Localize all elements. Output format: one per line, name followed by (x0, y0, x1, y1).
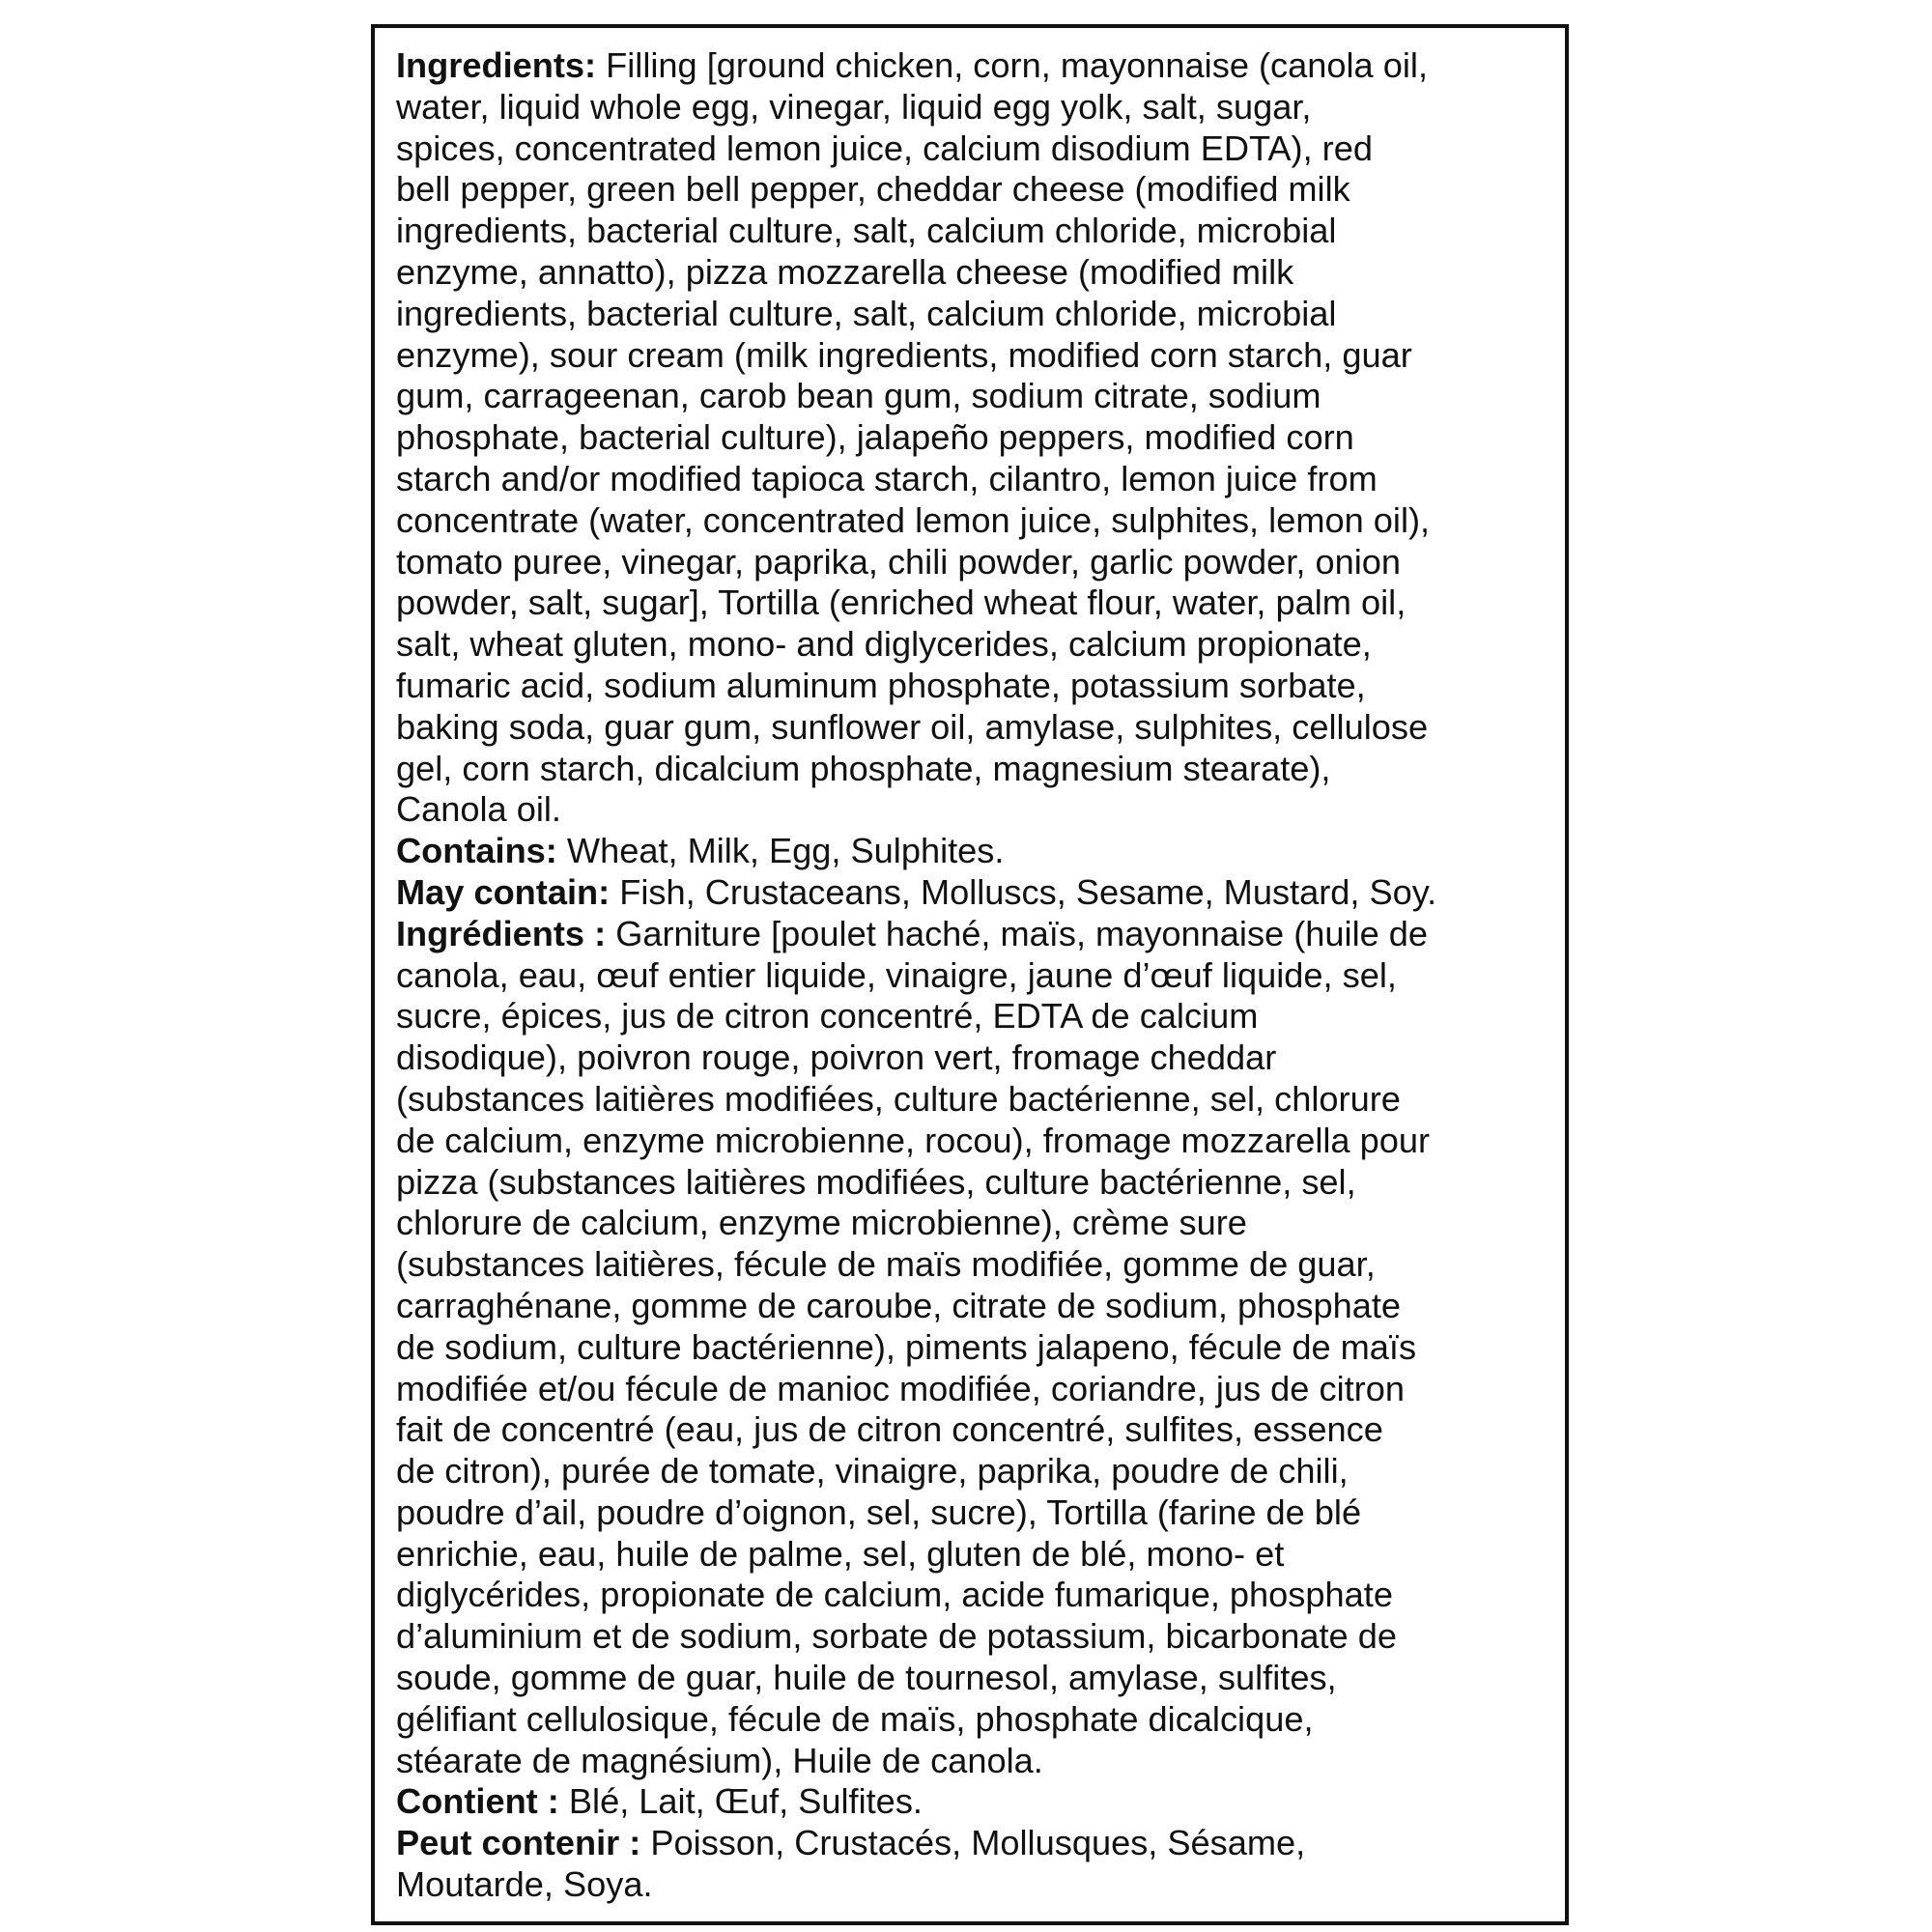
label-line-text: gel, corn starch, dicalcium phosphate, magnesium stearate), (396, 748, 1331, 788)
label-line-text: modifiée et/ou fécule de manioc modifiée, coriandre, jus de citron (396, 1368, 1405, 1408)
label-line-text: fait de concentré (eau, jus de citron concentré, sulfites, essence (396, 1409, 1383, 1450)
label-line (396, 1203, 1565, 1244)
label-line-heading: May contain: (396, 871, 611, 912)
label-line (396, 996, 1565, 1037)
label-line-text: spices, concentrated lemon juice, calcium disodium EDTA), red (396, 128, 1373, 168)
label-line-heading: Ingredients: (396, 45, 597, 85)
label-line-text: Canola oil. (396, 789, 561, 830)
label-line-text: ingredients, bacterial culture, salt, calcium chloride, microbial (396, 211, 1337, 251)
label-line-text: (substances laitières, fécule de maïs modifiée, gomme de guar, (396, 1244, 1376, 1285)
label-line (396, 1699, 1565, 1741)
label-line-text: fumaric acid, sodium aluminum phosphate, potassium sorbate, (396, 665, 1366, 705)
label-line (396, 1369, 1565, 1410)
label-line-text: pizza (substances laitières modifiées, culture bactérienne, sel, (396, 1161, 1356, 1202)
label-line (396, 211, 1565, 252)
label-line (396, 376, 1565, 417)
label-line (396, 500, 1565, 542)
label-line (396, 294, 1565, 335)
label-line-text: Wheat, Milk, Egg, Sulphites. (556, 831, 1005, 871)
label-line (396, 1781, 1565, 1823)
label-line (396, 955, 1565, 997)
label-line (396, 1575, 1565, 1616)
label-line (396, 831, 1565, 872)
label-line (396, 1823, 1565, 1864)
label-line (396, 582, 1565, 624)
label-line (396, 914, 1565, 955)
label-line-text: de sodium, culture bactérienne), piments jalapeno, fécule de maïs (396, 1326, 1417, 1367)
label-line (396, 1409, 1565, 1451)
label-line (396, 252, 1565, 294)
label-line (396, 169, 1565, 211)
label-line (396, 45, 1565, 87)
label-line-text: bell pepper, green bell pepper, cheddar cheese (modified milk (396, 169, 1350, 210)
label-line-text: Filling [ground chicken, corn, mayonnaise (canola oil, (596, 45, 1428, 85)
label-line (396, 1864, 1565, 1906)
label-line-text: poudre d’ail, poudre d’oignon, sel, sucre), Tortilla (farine de blé (396, 1492, 1362, 1532)
label-line-text: canola, eau, œuf entier liquide, vinaigre, jaune d’œuf liquide, sel, (396, 954, 1397, 995)
label-line-text: de calcium, enzyme microbienne, rocou), fromage mozzarella pour (396, 1120, 1431, 1160)
label-line (396, 749, 1565, 790)
label-line-text: (substances laitières modifiées, culture bactérienne, sel, chlorure (396, 1078, 1401, 1119)
label-line-text: de citron), purée de tomate, vinaigre, paprika, poudre de chili, (396, 1451, 1349, 1492)
label-line (396, 1658, 1565, 1699)
label-line-text: phosphate, bacterial culture), jalapeño peppers, modified corn (396, 417, 1354, 458)
label-line (396, 1451, 1565, 1492)
label-line-text: gélifiant cellulosique, fécule de maïs, phosphate dicalcique, (396, 1698, 1314, 1739)
label-line-text: sucre, épices, jus de citron concentré, EDTA de calcium (396, 996, 1259, 1037)
label-line-text: Moutarde, Soya. (396, 1864, 653, 1905)
label-line-text: salt, wheat gluten, mono- and diglycerides, calcium propionate, (396, 624, 1372, 665)
label-line-text: starch and/or modified tapioca starch, cilantro, lemon juice from (396, 458, 1378, 498)
label-line-text: tomato puree, vinegar, paprika, chili powder, garlic powder, onion (396, 541, 1401, 582)
label-line-text: stéarate de magnésium), Huile de canola. (396, 1740, 1043, 1780)
label-line-heading: Contains: (396, 831, 557, 871)
label-line-text: powder, salt, sugar], Tortilla (enriched wheat flour, water, palm oil, (396, 582, 1406, 623)
label-line (396, 1162, 1565, 1204)
label-line-text: water, liquid whole egg, vinegar, liquid egg yolk, salt, sugar, (396, 86, 1312, 127)
label-line (396, 87, 1565, 128)
label-line-text: soude, gomme de guar, huile de tournesol, amylase, sulfites, (396, 1658, 1337, 1698)
label-line-heading: Peut contenir : (396, 1823, 641, 1863)
label-line (396, 1079, 1565, 1121)
label-line (396, 1121, 1565, 1162)
label-line (396, 1534, 1565, 1576)
label-line-heading: Ingrédients : (396, 913, 607, 953)
label-line (396, 872, 1565, 914)
ingredients-text-block (396, 45, 1565, 1906)
label-line-text: concentrate (water, concentrated lemon juice, sulphites, lemon oil), (396, 499, 1431, 540)
label-line (396, 459, 1565, 500)
label-line (396, 128, 1565, 170)
label-line-text: chlorure de calcium, enzyme microbienne), crème sure (396, 1203, 1247, 1243)
label-line-text: gum, carrageenan, carob bean gum, sodium citrate, sodium (396, 376, 1321, 416)
label-line (396, 1741, 1565, 1782)
label-line-text: d’aluminium et de sodium, sorbate de potassium, bicarbonate de (396, 1616, 1397, 1657)
label-line-text: Fish, Crustaceans, Molluscs, Sesame, Mustard, Soy. (610, 871, 1437, 912)
label-line-text: diglycérides, propionate de calcium, acide fumarique, phosphate (396, 1575, 1393, 1615)
label-line (396, 1327, 1565, 1369)
label-line (396, 417, 1565, 459)
label-line (396, 1286, 1565, 1327)
label-line (396, 624, 1565, 666)
label-line-text: enzyme), sour cream (milk ingredients, modified corn starch, guar (396, 334, 1412, 375)
label-line (396, 789, 1565, 831)
label-line-text: Blé, Lait, Œuf, Sulfites. (558, 1781, 923, 1822)
label-line (396, 707, 1565, 749)
label-line (396, 1037, 1565, 1079)
label-line-text: enrichie, eau, huile de palme, sel, gluten de blé, mono- et (396, 1533, 1285, 1574)
label-line (396, 1616, 1565, 1658)
label-line-text: ingredients, bacterial culture, salt, calcium chloride, microbial (396, 293, 1337, 333)
label-line-heading: Contient : (396, 1781, 559, 1822)
label-line-text: carraghénane, gomme de caroube, citrate de sodium, phosphate (396, 1285, 1402, 1325)
label-line-text: baking soda, guar gum, sunflower oil, amylase, sulphites, cellulose (396, 706, 1429, 747)
label-line (396, 666, 1565, 707)
label-line (396, 542, 1565, 583)
label-line-text: disodique), poivron rouge, poivron vert, fromage cheddar (396, 1037, 1277, 1078)
label-line (396, 335, 1565, 377)
label-line (396, 1244, 1565, 1286)
label-line-text: enzyme, annatto), pizza mozzarella cheese (modified milk (396, 251, 1294, 292)
label-line (396, 1492, 1565, 1534)
ingredients-label-box (371, 24, 1569, 1925)
label-line-text: Garniture [poulet haché, maïs, mayonnaise (huile de (606, 913, 1429, 953)
label-line-text: Poisson, Crustacés, Mollusques, Sésame, (640, 1823, 1306, 1863)
